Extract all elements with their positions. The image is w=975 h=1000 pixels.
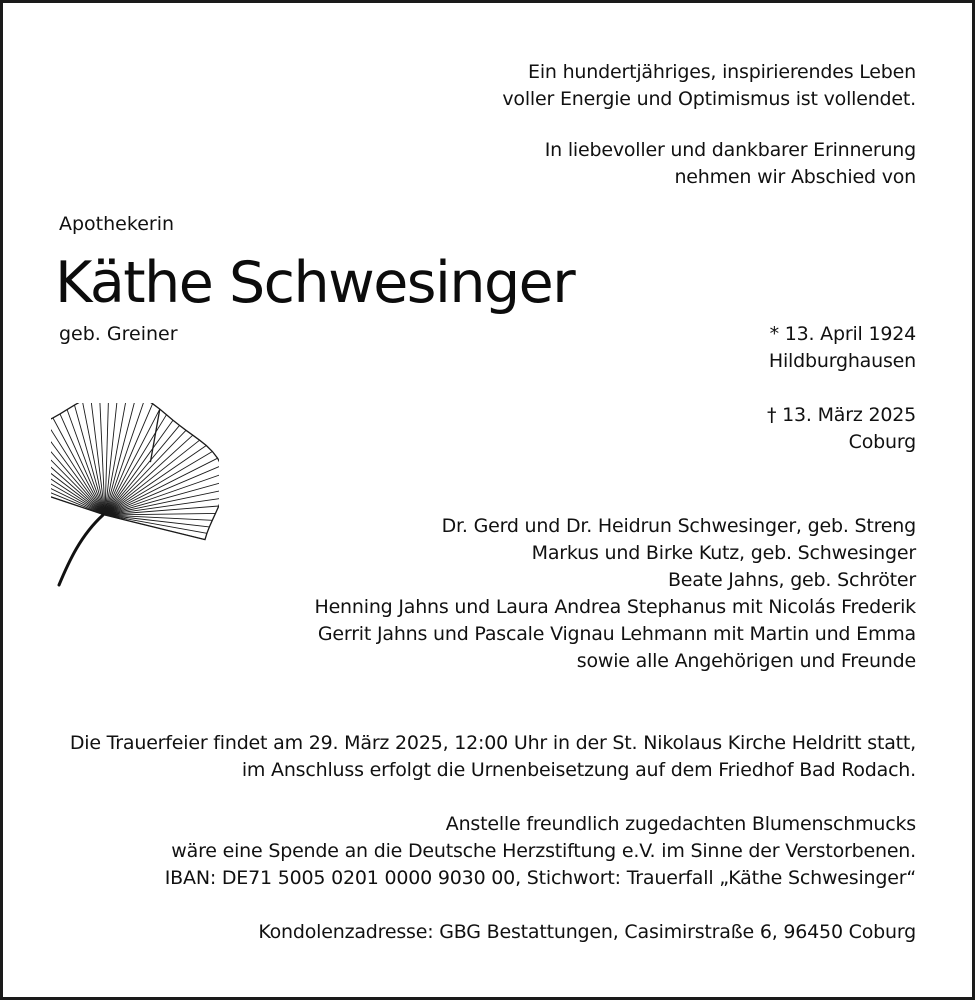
ceremony-line: Die Trauerfeier findet am 29. März 2025, 12:00 Uhr in der St. Nikolaus Kirche Heldritt statt, xyxy=(69,732,916,754)
intro-text xyxy=(502,59,916,113)
intro-line: voller Energie und Optimismus ist vollendet. xyxy=(502,88,916,110)
ceremony-info xyxy=(70,730,916,784)
mourner-line: Beate Jahns, geb. Schröter xyxy=(667,569,916,591)
donation-line: IBAN: DE71 5005 0201 0000 9030 00, Stichwort: Trauerfall „Käthe Schwesinger“ xyxy=(164,867,916,889)
deceased-name: Käthe Schwesinger xyxy=(55,250,575,316)
birth-place: Hildburghausen xyxy=(768,350,916,372)
death-info xyxy=(767,402,916,456)
mourners-list xyxy=(314,513,916,675)
mourner-line: Gerrit Jahns und Pascale Vignau Lehmann mit Martin und Emma xyxy=(317,623,916,645)
mourner-line: Markus und Birke Kutz, geb. Schwesinger xyxy=(531,542,916,564)
deceased-title: Apothekerin xyxy=(59,213,175,235)
mourner-line: Henning Jahns und Laura Andrea Stephanus mit Nicolás Frederik xyxy=(314,596,916,618)
death-place: Coburg xyxy=(848,431,916,453)
ginkgo-leaf-icon xyxy=(51,403,219,593)
remembrance-text xyxy=(545,137,916,191)
deceased-birth-name: geb. Greiner xyxy=(59,323,178,345)
remembrance-line: nehmen wir Abschied von xyxy=(674,166,916,188)
condolence-line: Kondolenzadresse: GBG Bestattungen, Casimirstraße 6, 96450 Coburg xyxy=(258,921,916,943)
donation-line: Anstelle freundlich zugedachten Blumenschmucks xyxy=(445,813,916,835)
birth-info xyxy=(769,321,916,375)
birth-date: * 13. April 1924 xyxy=(769,323,916,345)
mourner-line: Dr. Gerd und Dr. Heidrun Schwesinger, geb. Streng xyxy=(441,515,916,537)
remembrance-line: In liebevoller und dankbarer Erinnerung xyxy=(544,139,916,161)
donation-info xyxy=(165,811,916,892)
death-date: † 13. März 2025 xyxy=(766,404,916,426)
condolence-address xyxy=(258,919,916,946)
mourner-line: sowie alle Angehörigen und Freunde xyxy=(576,650,916,672)
donation-line: wäre eine Spende an die Deutsche Herzstiftung e.V. im Sinne der Verstorbenen. xyxy=(171,840,916,862)
ceremony-line: im Anschluss erfolgt die Urnenbeisetzung auf dem Friedhof Bad Rodach. xyxy=(241,759,916,781)
intro-line: Ein hundertjähriges, inspirierendes Leben xyxy=(528,61,916,83)
